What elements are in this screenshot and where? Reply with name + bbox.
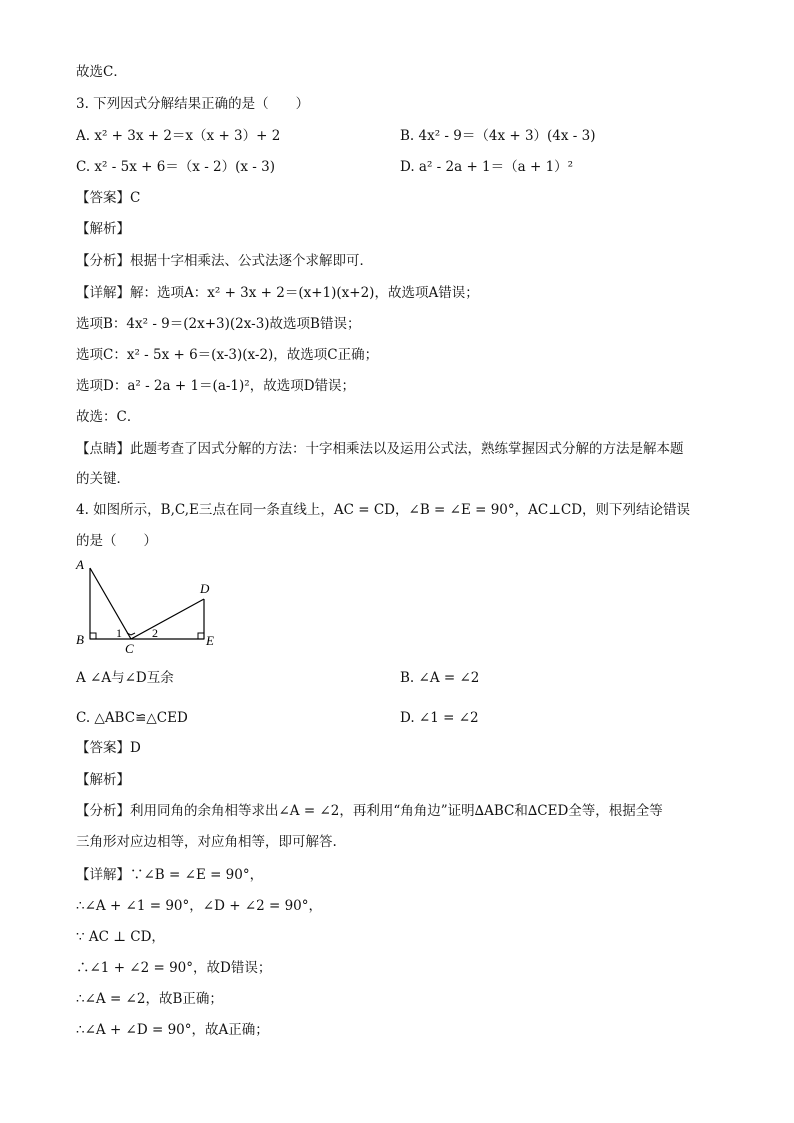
text-line: 选项B：4x² - 9＝(2x+3)(2x-3)故选项B错误； — [76, 316, 361, 332]
text-line: 【分析】利用同角的余角相等求出∠A = ∠2，再利用“角角边”证明∆ABC和∆CED全等，根据全等 — [76, 803, 663, 819]
q3-option-b: B. 4x² - 9＝（4x + 3）(4x - 3) — [400, 128, 596, 144]
text-line: 选项D：a² - 2a + 1＝(a-1)²，故选项D错误； — [76, 378, 356, 394]
text-line: 的关键． — [76, 471, 130, 487]
label-a: A — [76, 557, 84, 572]
label-e: E — [206, 633, 214, 648]
text-line: 【点睛】此题考查了因式分解的方法：十字相乘法以及运用公式法，熟练掌握因式分解的方法是解本题 — [76, 441, 684, 457]
text-line: 【详解】解：选项A：x² + 3x + 2＝(x+1)(x+2)，故选项A错误； — [76, 285, 479, 301]
right-angle-e — [198, 633, 204, 639]
q3-option-c: C. x² - 5x + 6＝（x - 2）(x - 3) — [76, 159, 276, 175]
text-line: ∴∠1 + ∠2 = 90°，故D错误； — [76, 960, 272, 976]
text-line: 【分析】根据十字相乘法、公式法逐个求解即可． — [76, 253, 373, 269]
q4-option-d: D. ∠1 = ∠2 — [400, 710, 479, 726]
answer-label: 【答案】C — [76, 190, 141, 206]
label-b: B — [76, 632, 84, 647]
angle-2-label: 2 — [152, 626, 158, 640]
q3-option-d: D. a² - 2a + 1＝（a + 1）² — [400, 159, 574, 175]
analysis-label: 【解析】 — [76, 221, 130, 237]
q4-option-c: C. △ABC≌△CED — [76, 710, 188, 726]
q4-option-b: B. ∠A = ∠2 — [400, 670, 480, 686]
question-4-stem: 4. 如图所示，B,C,E三点在同一条直线上，AC = CD，∠B = ∠E = 90°，AC⊥CD，则下列结论错误 — [76, 502, 691, 518]
label-d: D — [200, 581, 210, 596]
analysis-label: 【解析】 — [76, 772, 130, 788]
text-line: 【详解】∵∠B = ∠E = 90°， — [76, 867, 264, 883]
text-line: ∴∠A + ∠1 = 90°，∠D + ∠2 = 90°， — [76, 898, 323, 914]
text-line: ∴∠A = ∠2，故B正确； — [76, 991, 223, 1007]
question-4-stem-cont: 的是（ ） — [76, 533, 157, 549]
right-angle-b — [90, 633, 96, 639]
text-line: ∵ AC ⊥ CD， — [76, 929, 165, 945]
geometry-figure — [74, 556, 234, 656]
q4-option-a: A ∠A与∠D互余 — [76, 670, 174, 686]
angle-1-label: 1 — [116, 626, 122, 640]
q3-option-a: A. x² + 3x + 2＝x（x + 3）+ 2 — [76, 128, 281, 144]
text-line: 选项C：x² - 5x + 6＝(x-3)(x-2)，故选项C正确； — [76, 347, 379, 363]
text-line: 三角形对应边相等，对应角相等，即可解答. — [76, 834, 337, 850]
segment-ac — [90, 568, 131, 639]
question-3-stem: 3. 下列因式分解结果正确的是（ ） — [76, 96, 310, 112]
segment-cd — [131, 599, 204, 639]
label-c: C — [125, 641, 134, 656]
text-line: ∴∠A + ∠D = 90°，故A正确； — [76, 1022, 269, 1038]
text-line: 故选C． — [76, 64, 127, 80]
text-line: 故选：C． — [76, 409, 141, 425]
answer-label: 【答案】D — [76, 740, 141, 756]
